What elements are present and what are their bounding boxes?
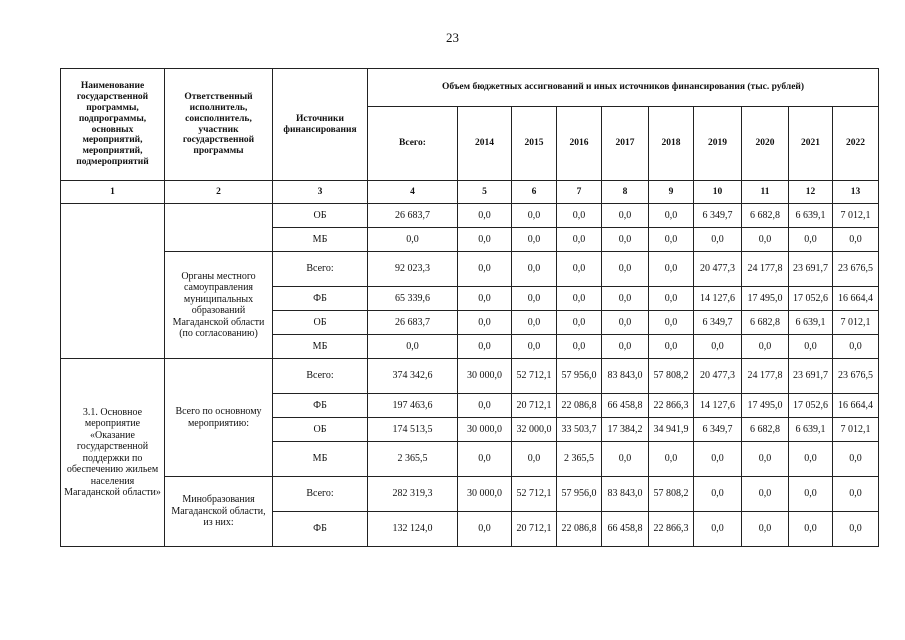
value-cell: 0,0 (602, 287, 649, 311)
value-cell: 0,0 (649, 287, 694, 311)
column-numbers-row (61, 181, 879, 204)
value-cell: 26 683,7 (368, 204, 458, 228)
value-cell: 0,0 (694, 335, 742, 359)
value-cell: 20 712,1 (512, 512, 557, 547)
value-cell: 26 683,7 (368, 311, 458, 335)
value-cell: 65 339,6 (368, 287, 458, 311)
value-cell: 0,0 (694, 477, 742, 512)
column-number: 13 (833, 181, 879, 204)
value-cell: 23 691,7 (789, 252, 833, 287)
value-cell: 0,0 (602, 228, 649, 252)
header-year: 2020 (742, 107, 789, 181)
value-cell: 0,0 (602, 335, 649, 359)
value-cell: 0,0 (512, 335, 557, 359)
value-cell: 6 349,7 (694, 418, 742, 442)
value-cell: 0,0 (557, 311, 602, 335)
value-cell: 2 365,5 (557, 442, 602, 477)
column-number: 6 (512, 181, 557, 204)
value-cell: 66 458,8 (602, 394, 649, 418)
value-cell: 14 127,6 (694, 287, 742, 311)
column-number: 12 (789, 181, 833, 204)
value-cell: 0,0 (833, 442, 879, 477)
value-cell: 17 052,6 (789, 287, 833, 311)
program-cell-empty (61, 204, 165, 359)
column-number: 8 (602, 181, 649, 204)
value-cell: 0,0 (557, 252, 602, 287)
value-cell: 24 177,8 (742, 252, 789, 287)
value-cell: 83 843,0 (602, 359, 649, 394)
value-cell: 0,0 (512, 204, 557, 228)
value-cell: 57 808,2 (649, 359, 694, 394)
value-cell: 0,0 (833, 477, 879, 512)
value-cell: 57 956,0 (557, 477, 602, 512)
header-year: 2019 (694, 107, 742, 181)
column-number: 7 (557, 181, 602, 204)
value-cell: 57 956,0 (557, 359, 602, 394)
column-number: 9 (649, 181, 694, 204)
budget-table (60, 68, 879, 547)
funding-source: ФБ (273, 287, 368, 311)
value-cell: 24 177,8 (742, 359, 789, 394)
executor-municipal: Органы местного самоуправления муниципальных образований Магаданской области (по согласованию) (165, 252, 273, 359)
value-cell: 0,0 (789, 477, 833, 512)
value-cell: 282 319,3 (368, 477, 458, 512)
value-cell: 6 639,1 (789, 418, 833, 442)
value-cell: 6 349,7 (694, 204, 742, 228)
value-cell: 32 000,0 (512, 418, 557, 442)
column-number: 1 (61, 181, 165, 204)
value-cell: 20 712,1 (512, 394, 557, 418)
value-cell: 7 012,1 (833, 418, 879, 442)
value-cell: 6 682,8 (742, 418, 789, 442)
value-cell: 52 712,1 (512, 359, 557, 394)
value-cell: 0,0 (602, 442, 649, 477)
value-cell: 0,0 (789, 512, 833, 547)
value-cell: 374 342,6 (368, 359, 458, 394)
funding-source: МБ (273, 228, 368, 252)
header-year: 2015 (512, 107, 557, 181)
value-cell: 17 495,0 (742, 287, 789, 311)
value-cell: 0,0 (789, 335, 833, 359)
funding-source: МБ (273, 442, 368, 477)
value-cell: 132 124,0 (368, 512, 458, 547)
value-cell: 0,0 (557, 228, 602, 252)
value-cell: 0,0 (833, 228, 879, 252)
header-year: 2017 (602, 107, 649, 181)
header-budget-title: Объем бюджетных ассигнований и иных источников финансирования (тыс. рублей) (368, 69, 879, 107)
header-year: 2022 (833, 107, 879, 181)
value-cell: 0,0 (557, 335, 602, 359)
column-number: 10 (694, 181, 742, 204)
value-cell: 22 086,8 (557, 394, 602, 418)
value-cell: 17 052,6 (789, 394, 833, 418)
value-cell: 57 808,2 (649, 477, 694, 512)
value-cell: 0,0 (649, 204, 694, 228)
value-cell: 0,0 (458, 442, 512, 477)
table-row (61, 477, 879, 512)
value-cell: 0,0 (649, 252, 694, 287)
column-number: 5 (458, 181, 512, 204)
value-cell: 0,0 (742, 228, 789, 252)
value-cell: 0,0 (368, 228, 458, 252)
header-year: 2021 (789, 107, 833, 181)
value-cell: 0,0 (458, 228, 512, 252)
value-cell: 22 866,3 (649, 394, 694, 418)
value-cell: 0,0 (557, 287, 602, 311)
value-cell: 0,0 (694, 442, 742, 477)
value-cell: 0,0 (602, 252, 649, 287)
value-cell: 0,0 (789, 442, 833, 477)
value-cell: 0,0 (368, 335, 458, 359)
value-cell: 66 458,8 (602, 512, 649, 547)
value-cell: 0,0 (833, 335, 879, 359)
value-cell: 0,0 (694, 228, 742, 252)
value-cell: 23 676,5 (833, 252, 879, 287)
value-cell: 6 349,7 (694, 311, 742, 335)
value-cell: 0,0 (742, 512, 789, 547)
value-cell: 0,0 (458, 204, 512, 228)
funding-source: ФБ (273, 512, 368, 547)
header-executor: Ответственный исполнитель, соисполнитель, участник государственной программы (165, 69, 273, 181)
value-cell: 0,0 (649, 228, 694, 252)
value-cell: 92 023,3 (368, 252, 458, 287)
value-cell: 0,0 (649, 335, 694, 359)
funding-source: Всего: (273, 359, 368, 394)
funding-source: ОБ (273, 311, 368, 335)
value-cell: 23 691,7 (789, 359, 833, 394)
table-row (61, 252, 879, 287)
value-cell: 0,0 (458, 287, 512, 311)
value-cell: 0,0 (742, 442, 789, 477)
funding-source: Всего: (273, 252, 368, 287)
event-name: 3.1. Основное мероприятие «Оказание государственной поддержки по обеспечению жильем населения Магаданской области» (61, 359, 165, 547)
value-cell: 20 477,3 (694, 252, 742, 287)
table-body (61, 181, 879, 547)
value-cell: 33 503,7 (557, 418, 602, 442)
value-cell: 0,0 (458, 394, 512, 418)
value-cell: 0,0 (789, 228, 833, 252)
value-cell: 0,0 (458, 512, 512, 547)
header-year: 2014 (458, 107, 512, 181)
value-cell: 16 664,4 (833, 394, 879, 418)
funding-source: МБ (273, 335, 368, 359)
value-cell: 0,0 (512, 228, 557, 252)
table-header (61, 69, 879, 181)
value-cell: 20 477,3 (694, 359, 742, 394)
value-cell: 30 000,0 (458, 418, 512, 442)
value-cell: 7 012,1 (833, 311, 879, 335)
value-cell: 2 365,5 (368, 442, 458, 477)
value-cell: 0,0 (742, 335, 789, 359)
page-number: 23 (446, 30, 459, 45)
value-cell: 16 664,4 (833, 287, 879, 311)
header-total: Всего: (368, 107, 458, 181)
value-cell: 0,0 (458, 311, 512, 335)
value-cell: 0,0 (602, 204, 649, 228)
value-cell: 7 012,1 (833, 204, 879, 228)
header-year: 2016 (557, 107, 602, 181)
funding-source: ФБ (273, 394, 368, 418)
value-cell: 0,0 (512, 442, 557, 477)
value-cell: 0,0 (512, 252, 557, 287)
value-cell: 17 384,2 (602, 418, 649, 442)
funding-source: Всего: (273, 477, 368, 512)
value-cell: 0,0 (649, 311, 694, 335)
value-cell: 0,0 (557, 204, 602, 228)
value-cell: 23 676,5 (833, 359, 879, 394)
column-number: 11 (742, 181, 789, 204)
value-cell: 174 513,5 (368, 418, 458, 442)
funding-source: ОБ (273, 204, 368, 228)
executor-minobr: Минобразования Магаданской области, из них: (165, 477, 273, 547)
value-cell: 0,0 (833, 512, 879, 547)
value-cell: 0,0 (458, 335, 512, 359)
funding-source: ОБ (273, 418, 368, 442)
header-year: 2018 (649, 107, 694, 181)
value-cell: 6 639,1 (789, 311, 833, 335)
value-cell: 22 866,3 (649, 512, 694, 547)
value-cell: 0,0 (512, 287, 557, 311)
value-cell: 83 843,0 (602, 477, 649, 512)
value-cell: 52 712,1 (512, 477, 557, 512)
value-cell: 0,0 (602, 311, 649, 335)
value-cell: 34 941,9 (649, 418, 694, 442)
event-total-label: Всего по основному мероприятию: (165, 359, 273, 477)
header-funding-source: Источники финансирования (273, 69, 368, 181)
table-row (61, 359, 879, 394)
value-cell: 0,0 (694, 512, 742, 547)
column-number: 2 (165, 181, 273, 204)
table-row (61, 204, 879, 228)
value-cell: 22 086,8 (557, 512, 602, 547)
column-number: 4 (368, 181, 458, 204)
value-cell: 0,0 (458, 252, 512, 287)
value-cell: 0,0 (649, 442, 694, 477)
value-cell: 14 127,6 (694, 394, 742, 418)
value-cell: 30 000,0 (458, 477, 512, 512)
column-number: 3 (273, 181, 368, 204)
value-cell: 6 639,1 (789, 204, 833, 228)
value-cell: 0,0 (512, 311, 557, 335)
value-cell: 6 682,8 (742, 311, 789, 335)
value-cell: 30 000,0 (458, 359, 512, 394)
value-cell: 17 495,0 (742, 394, 789, 418)
value-cell: 197 463,6 (368, 394, 458, 418)
executor-cell-empty (165, 204, 273, 252)
header-program-name: Наименование государственной программы, подпрограммы, основных мероприятий, мероприятий, подмероприятий (61, 69, 165, 181)
value-cell: 0,0 (742, 477, 789, 512)
value-cell: 6 682,8 (742, 204, 789, 228)
